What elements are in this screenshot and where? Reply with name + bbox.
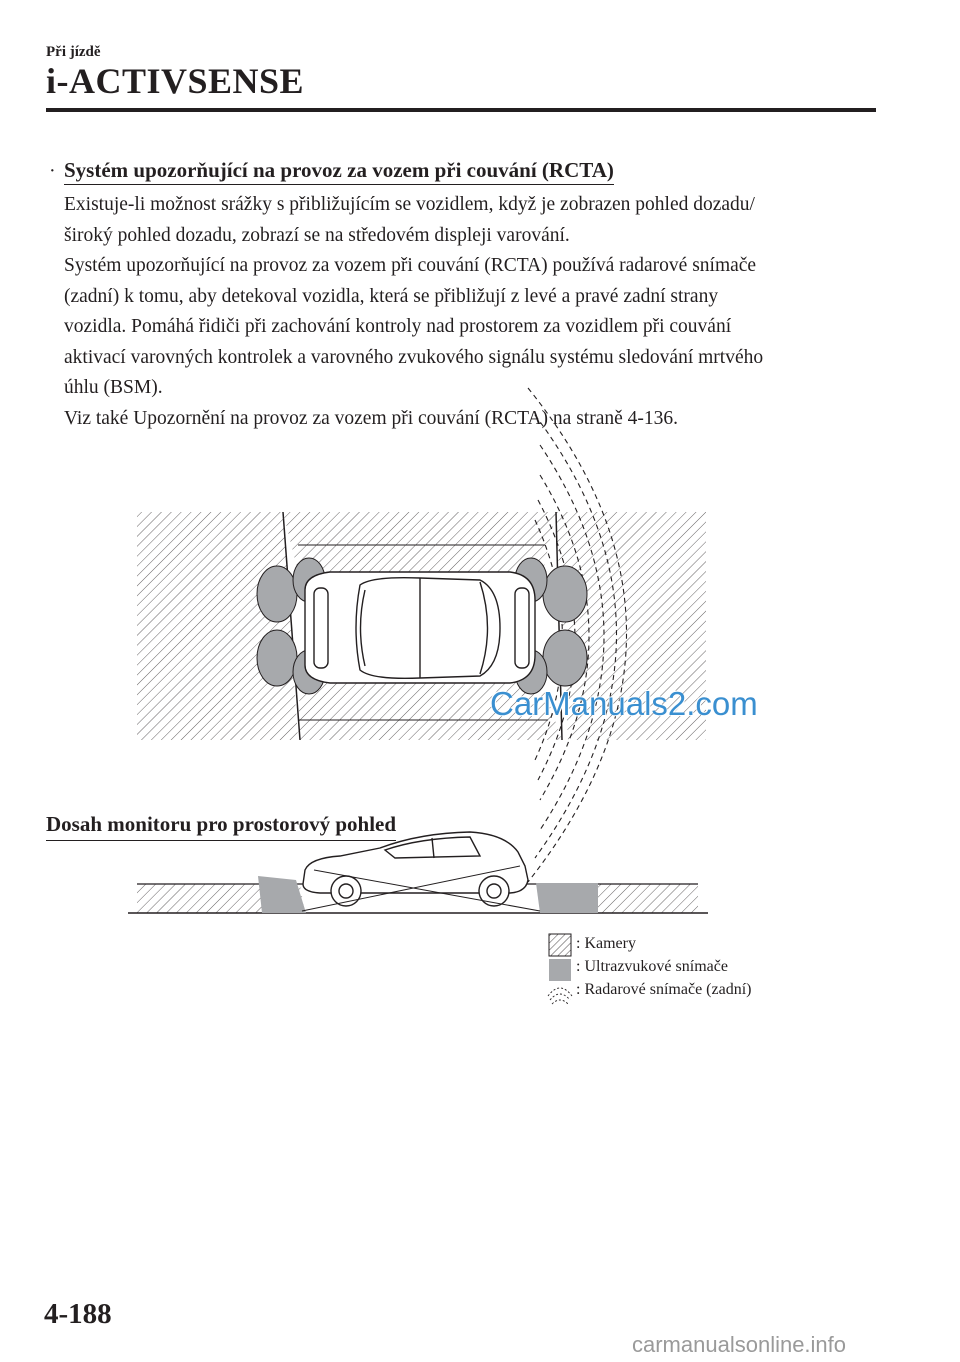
side-view xyxy=(128,832,708,913)
legend-item-radar xyxy=(548,978,751,1001)
monitor-range-heading: Dosah monitoru pro prostorový pohled xyxy=(46,812,396,841)
car-side-view xyxy=(303,832,528,906)
legend-item-cameras xyxy=(548,932,751,955)
legend-item-ultrasonic xyxy=(548,955,751,978)
rcta-line: úhlu (BSM). xyxy=(64,377,163,398)
section-title: i-ACTIVSENSE xyxy=(46,61,305,101)
rcta-line: Viz také Upozornění na provoz za vozem při couvání (RCTA) na straně 4-136. xyxy=(64,407,679,429)
car-top-view xyxy=(305,572,535,683)
top-view xyxy=(137,388,706,882)
rcta-heading: Systém upozorňující na provoz za vozem při couvání (RCTA) xyxy=(64,158,614,185)
bullet-marker: · xyxy=(49,160,56,182)
rcta-line: (zadní) k tomu, aby detekoval vozidla, která se přibližují z levé a pravé zadní strany xyxy=(64,285,719,307)
legend-label: : Ultrazvukové snímače xyxy=(576,957,728,975)
legend-label: : Kamery xyxy=(576,934,636,952)
rcta-line: Systém upozorňující na provoz za vozem při couvání (RCTA) používá radarové snímače xyxy=(64,255,757,276)
page-number: 4-188 xyxy=(44,1298,112,1330)
chapter-label: Při jízdě xyxy=(46,44,101,60)
diagram-legend xyxy=(548,932,751,1001)
footer-watermark: carmanualsonline.info xyxy=(632,1332,847,1357)
legend-label: : Radarové snímače (zadní) xyxy=(576,980,752,998)
rcta-line: široký pohled dozadu, zobrazí se na středovém displeji varování. xyxy=(64,224,570,246)
site-watermark: CarManuals2.com xyxy=(490,685,758,722)
rcta-line: Existuje-li možnost srážky s přibližujícím se vozidlem, když je zobrazen pohled dozadu/ xyxy=(64,194,755,215)
rcta-line: aktivací varovných kontrolek a varovného zvukového signálu systému sledování mrtvého xyxy=(64,346,764,368)
rcta-line: vozidla. Pomáhá řidiči při zachování kontroly nad prostorem za vozidlem při couvání xyxy=(64,316,732,337)
